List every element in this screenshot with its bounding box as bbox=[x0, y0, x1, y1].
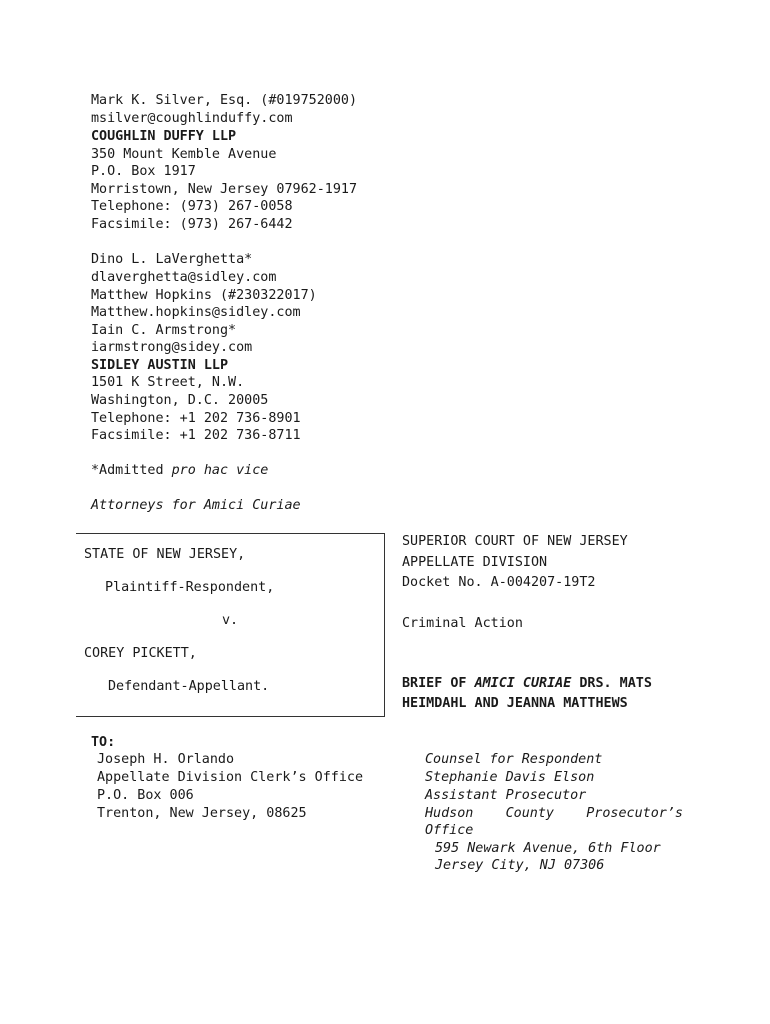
counsel1-address2: P.O. Box 1917 bbox=[91, 164, 196, 179]
counsel2-name1: Dino L. LaVerghetta* bbox=[91, 252, 253, 267]
caption-versus: v. bbox=[222, 613, 239, 628]
caption-plaintiff-role: Plaintiff-Respondent, bbox=[105, 580, 275, 595]
court-division: APPELLATE DIVISION bbox=[402, 555, 548, 570]
to-city: Trenton, New Jersey, 08625 bbox=[97, 806, 307, 821]
counsel1-facsimile: Facsimile: (973) 267-6442 bbox=[91, 217, 293, 232]
counsel1-name: Mark K. Silver, Esq. (#019752000) bbox=[91, 93, 358, 108]
to-office: Appellate Division Clerk’s Office bbox=[97, 770, 364, 785]
caption-state: STATE OF NEW JERSEY, bbox=[84, 547, 246, 562]
respondent-counsel-office-line1: Hudson County Prosecutor’s bbox=[425, 806, 683, 821]
brief-title-prefix: BRIEF OF bbox=[402, 676, 475, 691]
counsel1-address1: 350 Mount Kemble Avenue bbox=[91, 147, 277, 162]
counsel1-email: msilver@coughlinduffy.com bbox=[91, 111, 293, 126]
counsel2-firm: SIDLEY AUSTIN LLP bbox=[91, 358, 229, 373]
admission-note-italic: pro hac vice bbox=[171, 463, 269, 478]
respondent-counsel-title: Assistant Prosecutor bbox=[425, 788, 587, 803]
caption-defendant: COREY PICKETT, bbox=[84, 646, 197, 661]
respondent-counsel-office-line2: Office bbox=[425, 823, 474, 838]
counsel1-firm: COUGHLIN DUFFY LLP bbox=[91, 129, 237, 144]
brief-title-italic: AMICI CURIAE bbox=[474, 676, 572, 691]
respondent-counsel-name: Stephanie Davis Elson bbox=[425, 770, 595, 785]
counsel2-address1: 1501 K Street, N.W. bbox=[91, 375, 245, 390]
to-label: TO: bbox=[91, 735, 116, 750]
counsel2-email1: dlaverghetta@sidley.com bbox=[91, 270, 277, 285]
court-action: Criminal Action bbox=[402, 616, 523, 631]
counsel1-telephone: Telephone: (973) 267-0058 bbox=[91, 199, 293, 214]
admission-note-prefix: *Admitted bbox=[91, 463, 172, 478]
attorneys-for-label: Attorneys for Amici Curiae bbox=[91, 498, 301, 513]
court-name: SUPERIOR COURT OF NEW JERSEY bbox=[402, 534, 628, 549]
court-docket: Docket No. A-004207-19T2 bbox=[402, 575, 596, 590]
respondent-counsel-label: Counsel for Respondent bbox=[425, 752, 603, 767]
counsel2-facsimile: Facsimile: +1 202 736-8711 bbox=[91, 428, 301, 443]
respondent-counsel-address: 595 Newark Avenue, 6th Floor bbox=[435, 841, 661, 856]
brief-title-line1 bbox=[402, 675, 652, 693]
counsel2-email3: iarmstrong@sidey.com bbox=[91, 340, 253, 355]
brief-title-suffix: DRS. MATS bbox=[571, 676, 652, 691]
counsel2-name2: Matthew Hopkins (#230322017) bbox=[91, 288, 317, 303]
caption-defendant-role: Defendant-Appellant. bbox=[108, 679, 270, 694]
counsel1-city: Morristown, New Jersey 07962-1917 bbox=[91, 182, 358, 197]
to-box: P.O. Box 006 bbox=[97, 788, 194, 803]
counsel2-name3: Iain C. Armstrong* bbox=[91, 323, 237, 338]
respondent-counsel-city: Jersey City, NJ 07306 bbox=[435, 858, 605, 873]
counsel2-telephone: Telephone: +1 202 736-8901 bbox=[91, 411, 301, 426]
counsel2-city: Washington, D.C. 20005 bbox=[91, 393, 269, 408]
admission-note bbox=[91, 462, 268, 480]
counsel2-email2: Matthew.hopkins@sidley.com bbox=[91, 305, 301, 320]
brief-title-line2: HEIMDAHL AND JEANNA MATTHEWS bbox=[402, 696, 628, 711]
to-name: Joseph H. Orlando bbox=[97, 752, 235, 767]
